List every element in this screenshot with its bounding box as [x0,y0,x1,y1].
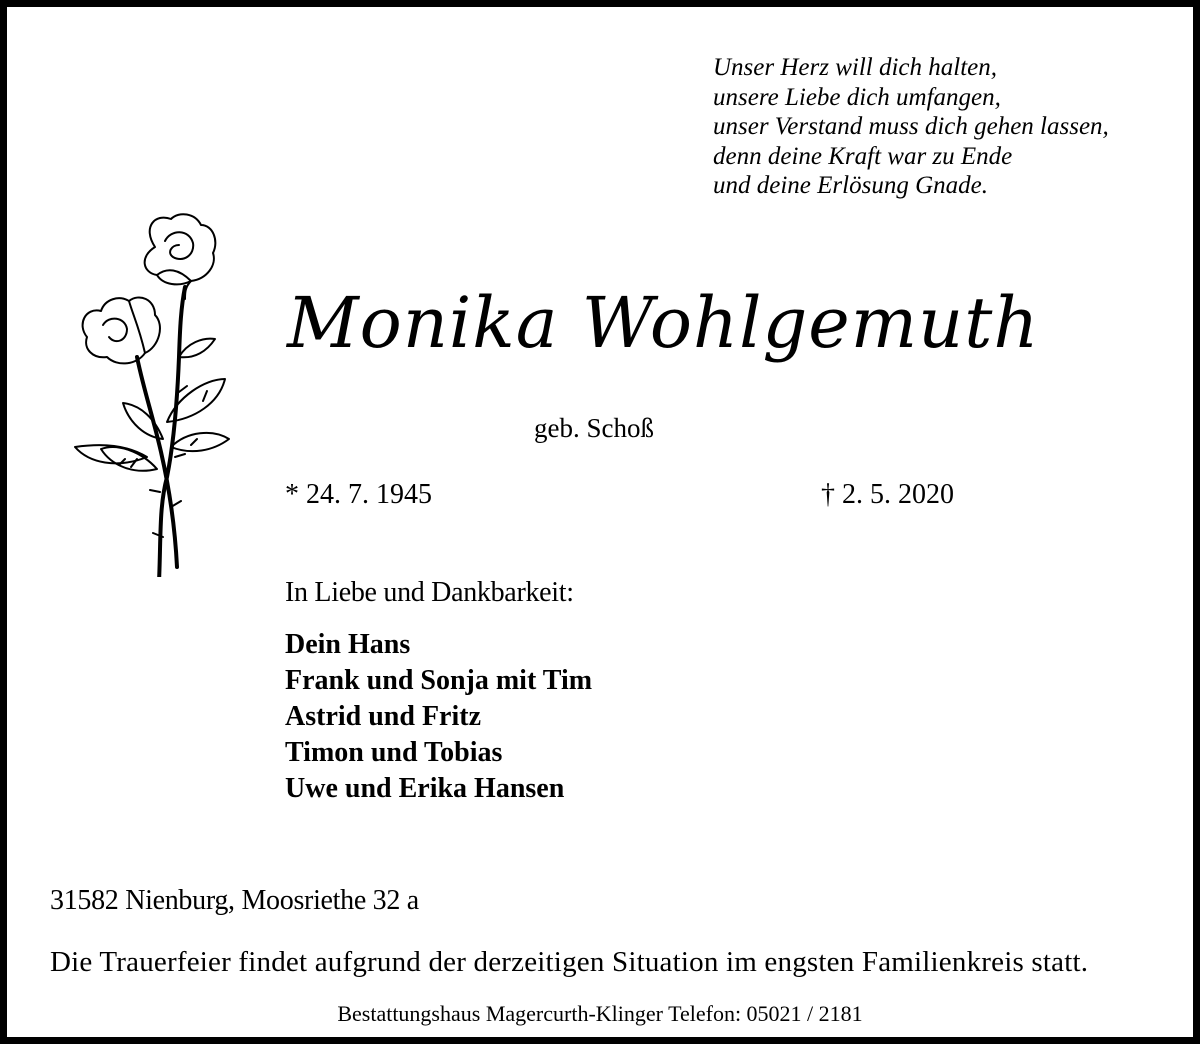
mourner-name: Dein Hans [285,629,411,660]
mourner-name: Timon und Tobias [285,737,503,768]
poem-line: unser Verstand muss dich gehen lassen, [713,113,1109,140]
maiden-name: geb. Schoß [534,413,654,443]
mourner-name: Uwe und Erika Hansen [285,773,565,804]
poem-line: denn deine Kraft war zu Ende [713,142,1013,170]
mourners-intro: In Liebe und Dankbarkeit: [285,577,574,608]
death-date: † 2. 5. 2020 [821,479,954,510]
poem [713,53,1109,201]
mourners-list [285,627,592,807]
address: 31582 Nienburg, Moosriethe 32 a [50,885,419,916]
mourner-name: Astrid und Fritz [285,701,481,732]
ceremony-note: Die Trauerfeier findet aufgrund der derzeitigen Situation im engsten Familienkreis statt. [50,946,1089,978]
poem-line: unsere Liebe dich umfangen, [713,83,1001,111]
undertaker-info: Bestattungshaus Magercurth-Klinger Telefon: 05021 / 2181 [337,1001,863,1026]
poem-line: Unser Herz will dich halten, [713,54,998,81]
rose-icon [67,207,237,577]
poem-line: und deine Erlösung Gnade. [713,172,988,199]
birth-date: * 24. 7. 1945 [285,479,432,510]
mourner-name: Frank und Sonja mit Tim [285,665,593,696]
deceased-name: Monika Wohlgemuth [287,282,1040,364]
